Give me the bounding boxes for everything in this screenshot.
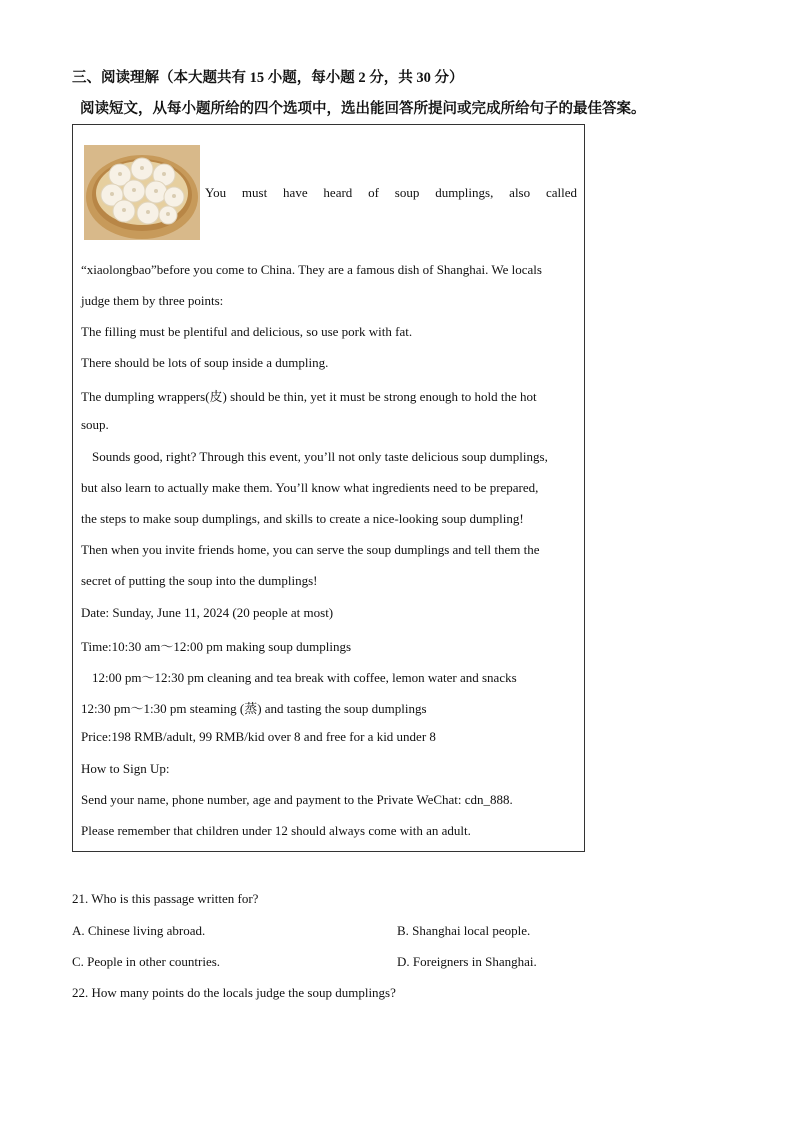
option-a: A. Chinese living abroad.	[72, 923, 206, 938]
signup-text: Send your name, phone number, age and payment to the Private WeChat: cdn_888.	[81, 792, 513, 807]
option-b: B. Shanghai local people.	[397, 923, 531, 938]
passage-first-line	[205, 185, 577, 201]
option-d: D. Foreigners in Shanghai.	[397, 954, 537, 969]
word: dumplings,	[435, 185, 494, 200]
section-title: 三、阅读理解（本大题共有 15 小题，每小题 2 分，共 30 分）	[72, 70, 464, 86]
instructions: 阅读短文，从每小题所给的四个选项中，选出能回答所提问或完成所给句子的最佳答案。	[80, 101, 646, 117]
event-price: Price:198 RMB/adult, 99 RMB/kid over 8 and free for a kid under 8	[81, 729, 436, 744]
reminder: Please remember that children under 12 should always come with an adult.	[81, 823, 471, 838]
point-1: The filling must be plentiful and delicious, so use pork with fat.	[81, 324, 413, 339]
event-time-3: 12:30 pm～1:30 pm steaming (蒸) and tasting the soup dumplings	[81, 701, 427, 716]
point-3-cont: soup.	[81, 417, 109, 432]
event-time-1: Time:10:30 am～12:00 pm making soup dumplings	[81, 639, 352, 654]
passage-line: judge them by three points:	[81, 293, 224, 308]
passage-line: “xiaolongbao”before you come to China. They are a famous dish of Shanghai. We locals	[81, 262, 542, 277]
word: also	[509, 185, 531, 200]
paragraph-2-line: Then when you invite friends home, you can serve the soup dumplings and tell them the	[81, 542, 540, 557]
question-21-stem: 21. Who is this passage written for?	[72, 891, 259, 906]
soup-dumplings-image	[84, 145, 200, 240]
word: have	[283, 185, 308, 200]
passage-box	[72, 124, 585, 852]
question-22-stem: 22. How many points do the locals judge the soup dumplings?	[72, 985, 396, 1000]
point-2: There should be lots of soup inside a dumpling.	[81, 355, 329, 370]
point-3: The dumpling wrappers(皮) should be thin, yet it must be strong enough to hold the hot	[81, 389, 537, 404]
paragraph-2-line: the steps to make soup dumplings, and skills to create a nice-looking soup dumpling!	[81, 511, 524, 526]
word: must	[241, 185, 268, 200]
event-time-2: 12:00 pm～12:30 pm cleaning and tea break with coffee, lemon water and snacks	[92, 670, 517, 685]
word: You	[205, 185, 227, 200]
word: heard	[323, 185, 353, 200]
word: of	[368, 185, 379, 200]
event-date: Date: Sunday, June 11, 2024 (20 people at most)	[81, 605, 334, 620]
word: soup	[394, 185, 420, 200]
signup-heading: How to Sign Up:	[81, 761, 170, 776]
word: called	[545, 185, 577, 200]
option-c: C. People in other countries.	[72, 954, 221, 969]
paragraph-2-line: secret of putting the soup into the dumplings!	[81, 573, 318, 588]
paragraph-2-line: but also learn to actually make them. You’ll know what ingredients need to be prepared,	[81, 480, 539, 495]
paragraph-2-line: Sounds good, right? Through this event, you’ll not only taste delicious soup dumplings,	[92, 449, 548, 464]
